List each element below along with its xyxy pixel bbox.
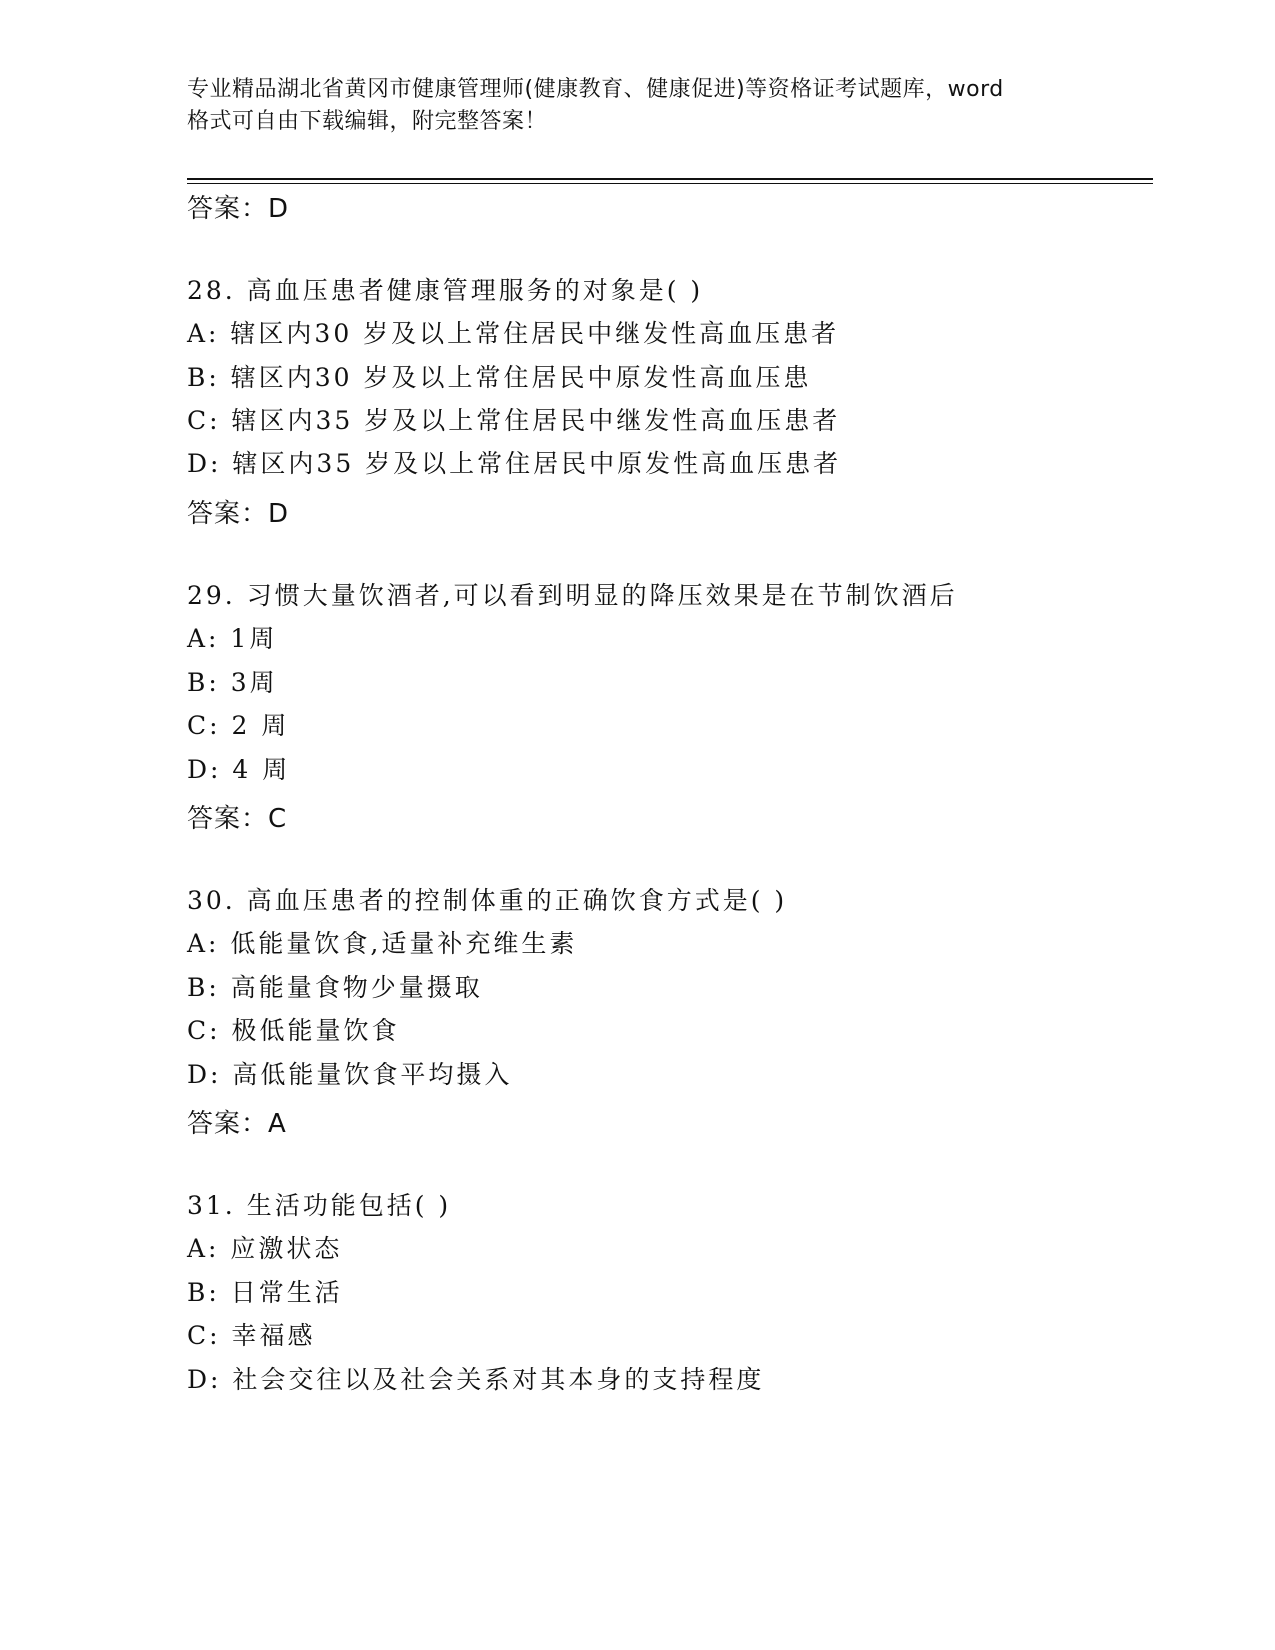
header-line-1: 专业精品湖北省黄冈市健康管理师(健康教育、健康促进)等资格证考试题库，word (187, 77, 1004, 102)
question-30-option-d: D: 高低能量饮食平均摄入 (187, 1060, 513, 1089)
question-28-stem: 28. 高血压患者健康管理服务的对象是( ) (187, 276, 704, 305)
question-31-stem: 31. 生活功能包括( ) (187, 1191, 452, 1220)
previous-answer: 答案：D (187, 194, 290, 224)
question-29-option-b: B: 3周 (187, 668, 278, 697)
question-28-option-b: B: 辖区内30 岁及以上常住居民中原发性高血压患 (187, 363, 812, 392)
question-30-stem: 30. 高血压患者的控制体重的正确饮食方式是( ) (187, 886, 788, 915)
question-30-option-b: B: 高能量食物少量摄取 (187, 973, 483, 1002)
question-28-answer: 答案：D (187, 499, 290, 529)
page-header (187, 74, 1087, 138)
question-28-option-d: D: 辖区内35 岁及以上常住居民中原发性高血压患者 (187, 449, 842, 478)
question-29-option-c: C: 2 周 (187, 711, 290, 740)
question-29-answer: 答案：C (187, 804, 288, 834)
header-line-2: 格式可自由下载编辑，附完整答案！ (187, 109, 548, 134)
question-30-answer: 答案：A (187, 1109, 287, 1139)
header-divider-thick (187, 178, 1153, 180)
question-29-option-d: D: 4 周 (187, 755, 291, 784)
question-30-option-c: C: 极低能量饮食 (187, 1016, 400, 1045)
question-31-option-c: C: 幸福感 (187, 1321, 316, 1350)
question-31-option-a: A: 应激状态 (187, 1234, 343, 1263)
header-divider-thin (187, 183, 1153, 184)
question-28-option-a: A: 辖区内30 岁及以上常住居民中继发性高血压患者 (187, 319, 840, 348)
question-31-option-b: B: 日常生活 (187, 1278, 343, 1307)
question-28-option-c: C: 辖区内35 岁及以上常住居民中继发性高血压患者 (187, 406, 841, 435)
question-30-option-a: A: 低能量饮食,适量补充维生素 (187, 929, 578, 958)
question-31-option-d: D: 社会交往以及社会关系对其本身的支持程度 (187, 1365, 765, 1394)
question-29-option-a: A: 1周 (187, 624, 278, 653)
question-29-stem: 29. 习惯大量饮酒者,可以看到明显的降压效果是在节制饮酒后 (187, 581, 958, 610)
